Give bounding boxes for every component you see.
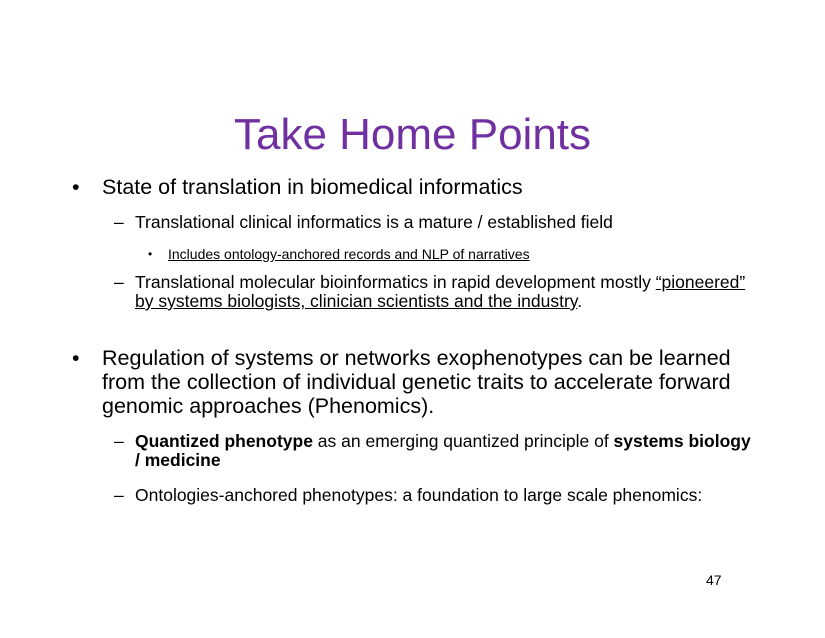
bullet-1-sub-1-text: Translational clinical informatics is a mature / established field [135,212,613,232]
bullet-1-sub-2-plain: Translational molecular bioinformatics in rapid development mostly [135,272,656,292]
bullet-2-text: Regulation of systems or networks exophenotypes can be learned from the collection of individual genetic traits to accelerate forward genomic approaches (Phenomics). [102,346,731,418]
bullet-2-sub-1-plain: as an emerging quantized principle of [312,431,614,451]
dash-marker: – [114,485,124,505]
bullet-1-text: State of translation in biomedical informatics [102,175,523,199]
bullet-2-sub-2-text: Ontologies-anchored phenotypes: a foundation to large scale phenomics: [135,485,703,505]
bullet-2-sub-1-bold-1: Quantized phenotype [135,431,313,451]
bullet-marker-small: • [148,247,153,261]
slide-title: Take Home Points [233,110,592,159]
bullet-1-sub-2-underlined: “pioneered” by systems biologists, clinician scientists and the industry [135,272,746,311]
bullet-1-sub-1-sub-1-text: Includes ontology-anchored records and NLP of narratives [168,246,530,262]
dash-marker: – [114,212,124,232]
bullet-1-sub-2-text [135,273,755,311]
bullet-2-sub-1-text [135,432,755,470]
bullet-marker: • [72,175,80,199]
bullet-1-sub-2-tail: . [577,291,583,311]
dash-marker: – [114,272,124,292]
bullet-marker: • [72,346,80,370]
bullet-2-sub-1-bold-2: systems biology / medicine [135,431,751,470]
dash-marker: – [114,431,124,451]
page-number: 47 [706,572,722,588]
